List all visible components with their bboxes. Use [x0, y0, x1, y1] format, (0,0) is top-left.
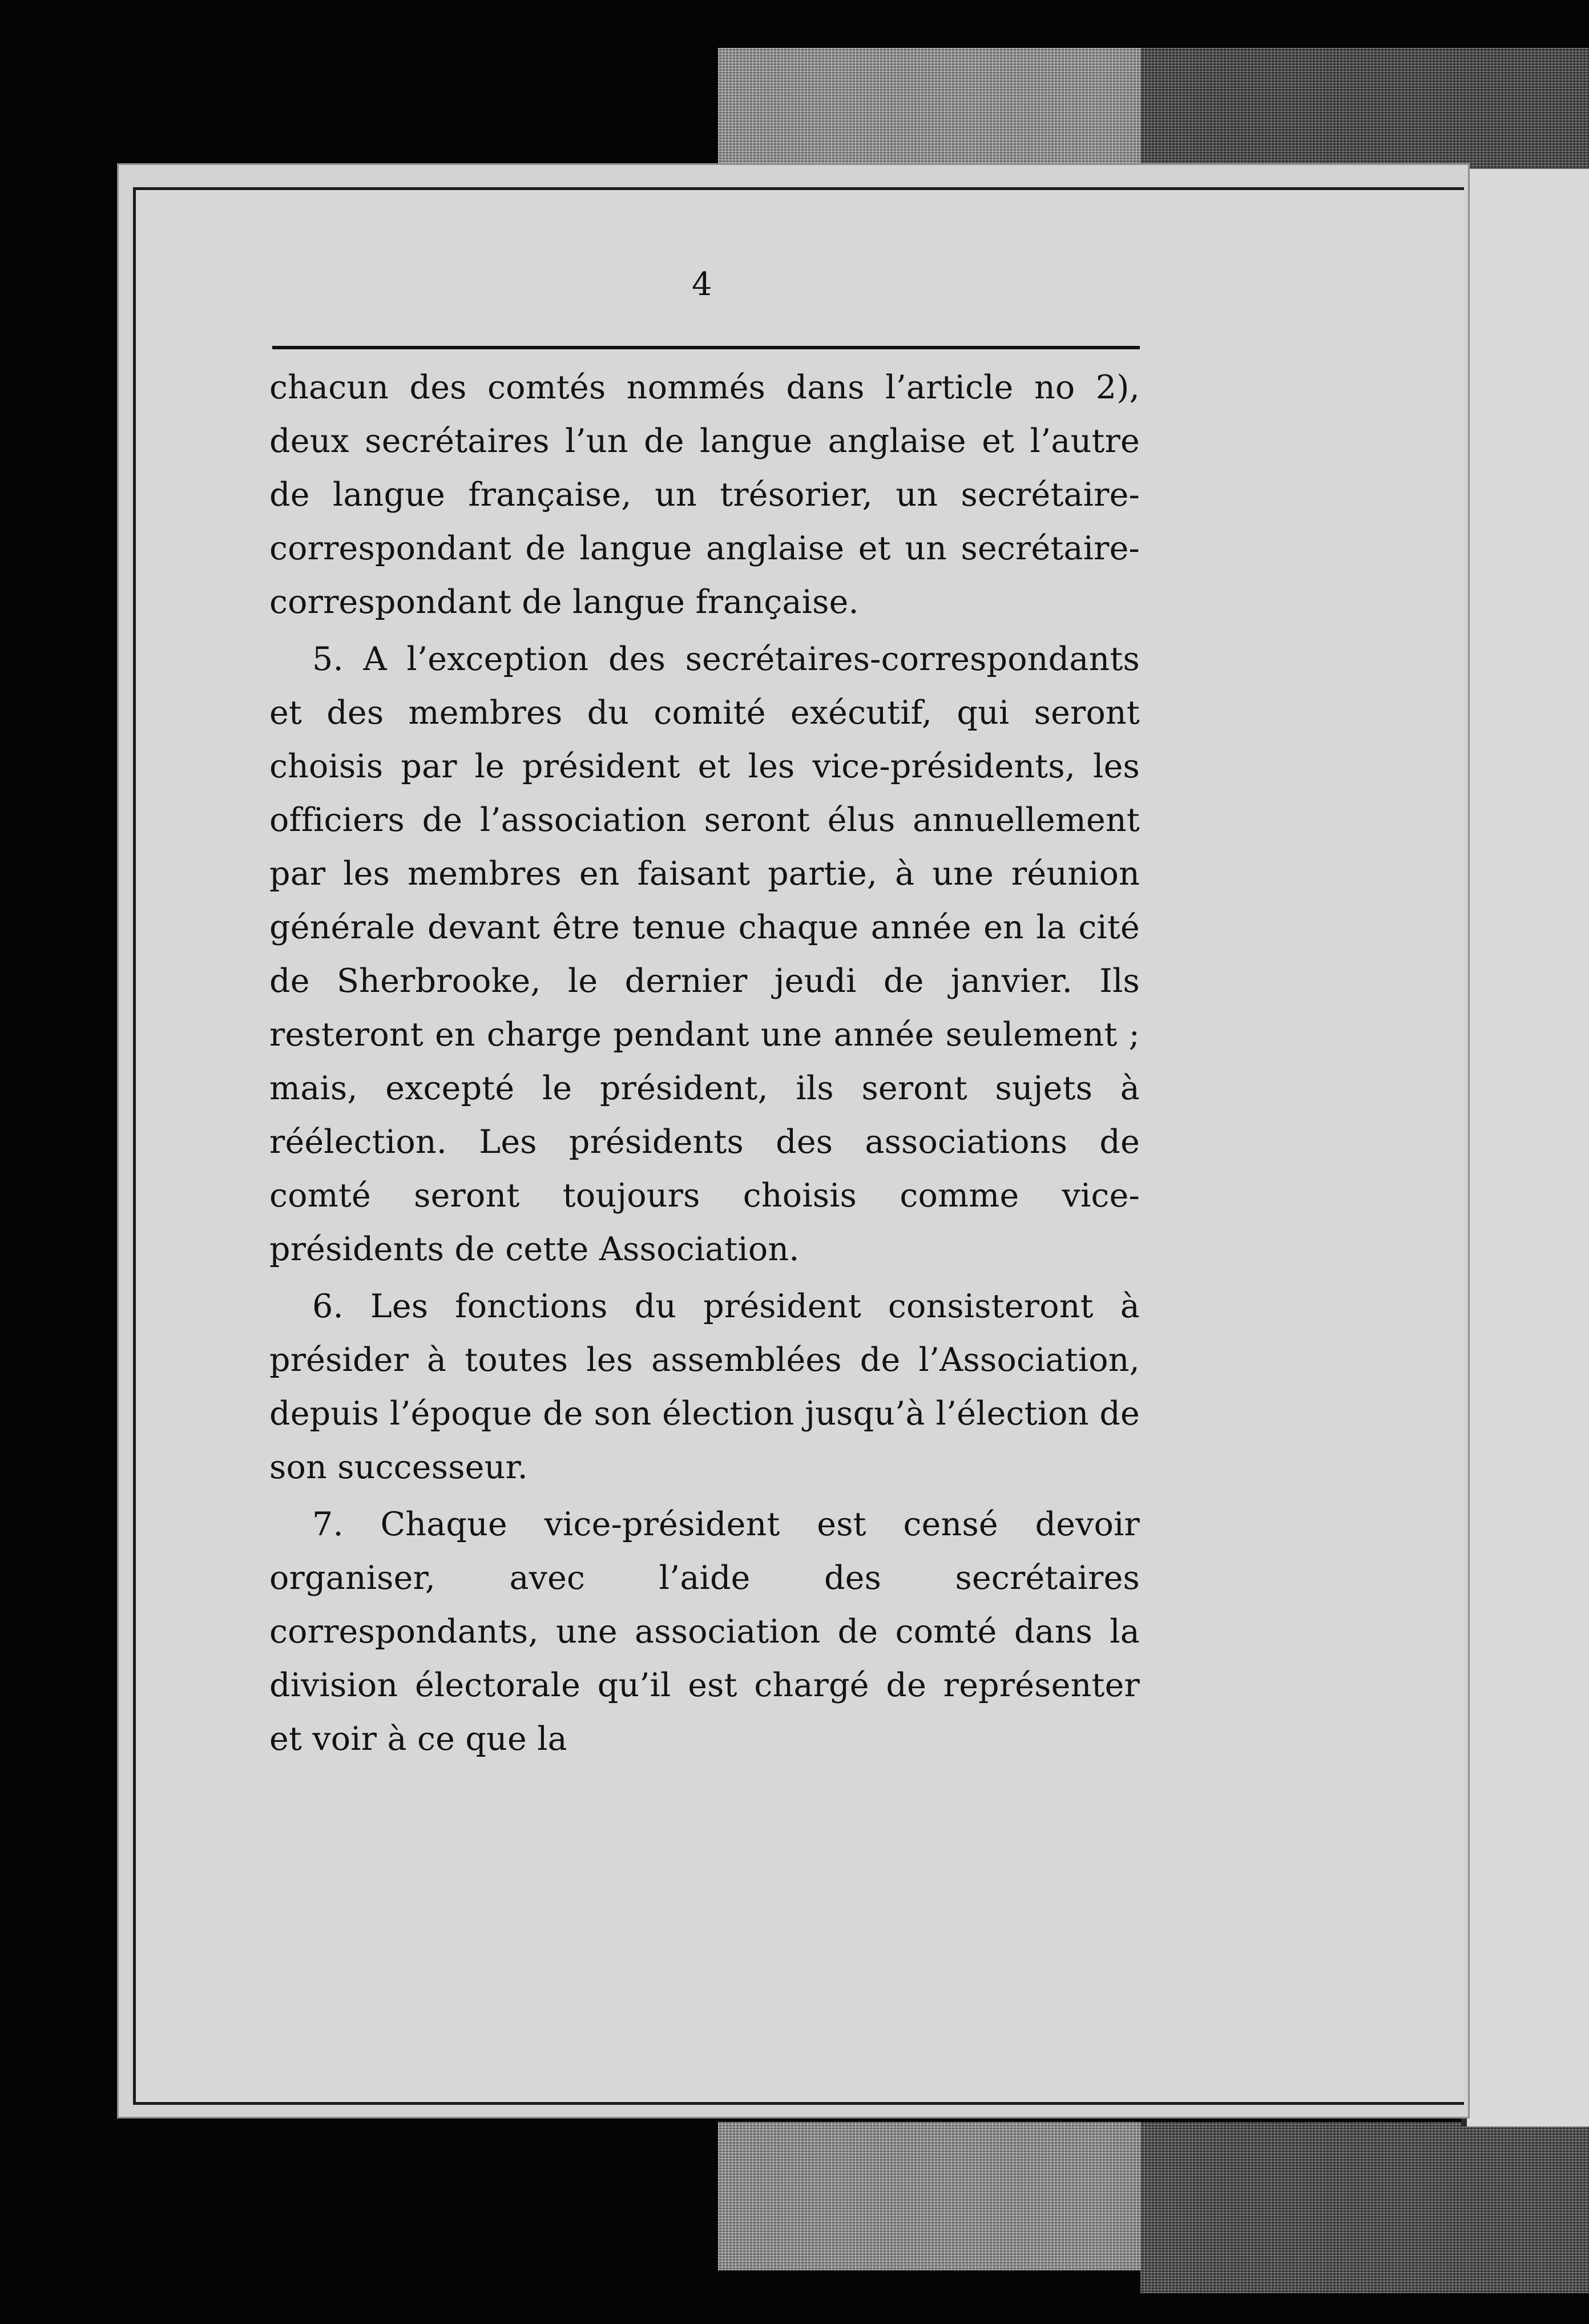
body-text [269, 361, 1140, 1769]
header-rule [272, 346, 1140, 349]
paragraph: chacun des comtés nommés dans l’article no 2), deux secrétaires l’un de langue anglaise et l’autre de langue française, un trésorier, un secrétaire-correspondant de langue anglaise et un secrétaire-correspondant de langue française. [269, 369, 1140, 621]
binding-cloth-bottom-right [1140, 2122, 1589, 2293]
binding-cloth-top-left [718, 48, 1140, 169]
back-page [1461, 169, 1589, 2127]
binding-cloth-bottom-left [718, 2122, 1140, 2270]
paragraph: 6. Les fonctions du président consisteront à présider à toutes les assemblées de l’Association, depuis l’époque de son élection jusqu’à l’élection de son successeur. [269, 1288, 1140, 1486]
paragraph: 5. A l’exception des secrétaires-correspondants et des membres du comité exécutif, qui seront choisis par le président et les vice-présidents, les officiers de l’association seront élus annuellement par les membres en faisant partie, à une réunion générale devant être tenue chaque année en la cité de Sherbrooke, le dernier jeudi de janvier. Ils resteront en charge pendant une année seulement ; mais, excepté le président, ils seront sujets à réélection. Les présidents des associations de comté seront toujours choisis comme vice-présidents de cette Association. [269, 640, 1140, 1268]
paragraph: 7. Chaque vice-président est censé devoir organiser, avec l’aide des secrétaires correspondants, une association de comté dans la division électorale qu’il est chargé de représenter et voir à ce que la [269, 1506, 1140, 1758]
page-number: 4 [692, 266, 712, 303]
